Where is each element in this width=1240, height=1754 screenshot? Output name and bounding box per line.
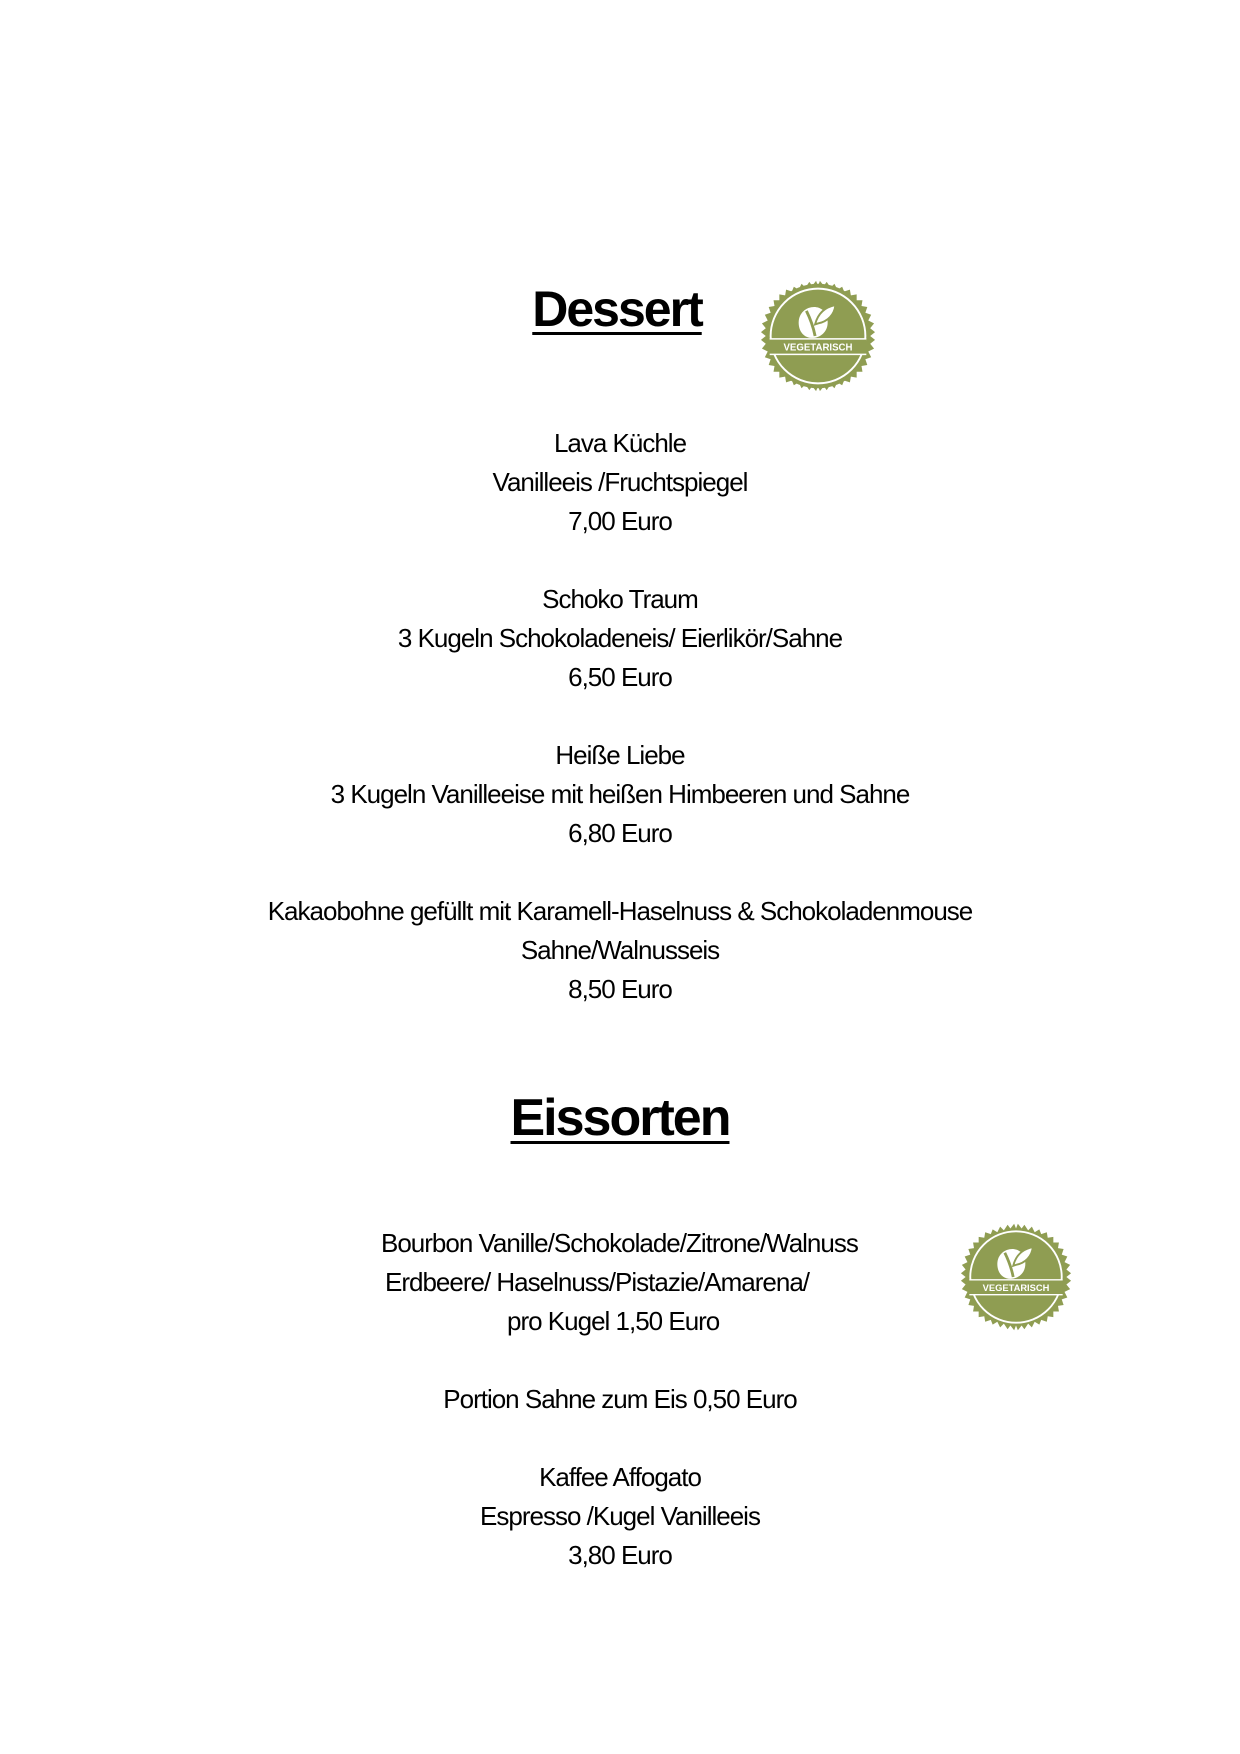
dessert-item-name: Heiße Liebe [555, 740, 685, 770]
dessert-item-description: 3 Kugeln Vanilleeise mit heißen Himbeeren und Sahne [330, 779, 910, 809]
affogato-item [0, 1458, 1240, 1575]
dessert-item-name: Kakaobohne gefüllt mit Karamell-Haselnuss & Schokoladenmouse [267, 896, 973, 926]
dessert-heading [0, 280, 1240, 338]
dessert-item-description: 3 Kugeln Schokoladeneis/ Eierlikör/Sahne [397, 623, 843, 653]
vegetarian-badge-icon [760, 278, 876, 394]
dessert-item-name: Lava Küchle [553, 428, 687, 458]
eissorten-heading: Eissorten [510, 1089, 730, 1147]
flavors-line-2: Erdbeere/ Haselnuss/Pistazie/Amarena/ [385, 1267, 810, 1297]
dessert-item-description: Vanilleeis /Fruchtspiegel [492, 467, 748, 497]
affogato-name: Kaffee Affogato [539, 1462, 701, 1492]
dessert-item [0, 580, 1240, 697]
dessert-item-price: 6,80 Euro [568, 818, 672, 848]
dessert-item-name: Schoko Traum [542, 584, 698, 614]
dessert-item-price: 8,50 Euro [568, 974, 672, 1004]
dessert-item-price: 6,50 Euro [568, 662, 672, 692]
dessert-item [0, 424, 1240, 541]
sahne-text: Portion Sahne zum Eis 0,50 Euro [443, 1384, 797, 1414]
affogato-description: Espresso /Kugel Vanilleeis [480, 1501, 760, 1531]
price-per-scoop: pro Kugel 1,50 Euro [507, 1306, 720, 1336]
dessert-item-price: 7,00 Euro [568, 506, 672, 536]
dessert-item [0, 892, 1240, 1009]
affogato-price: 3,80 Euro [568, 1540, 672, 1570]
dessert-item-description: Sahne/Walnusseis [520, 935, 720, 965]
flavors-line-1: Bourbon Vanille/Schokolade/Zitrone/Walnuss [381, 1228, 858, 1258]
sahne-item [0, 1380, 1240, 1419]
vegetarian-badge-icon [960, 1221, 1072, 1333]
svg-text:VEGETARISCH: VEGETARISCH [783, 342, 853, 354]
dessert-heading-text: Dessert [532, 281, 702, 337]
svg-text:VEGETARISCH: VEGETARISCH [982, 1283, 1050, 1293]
dessert-item [0, 736, 1240, 853]
